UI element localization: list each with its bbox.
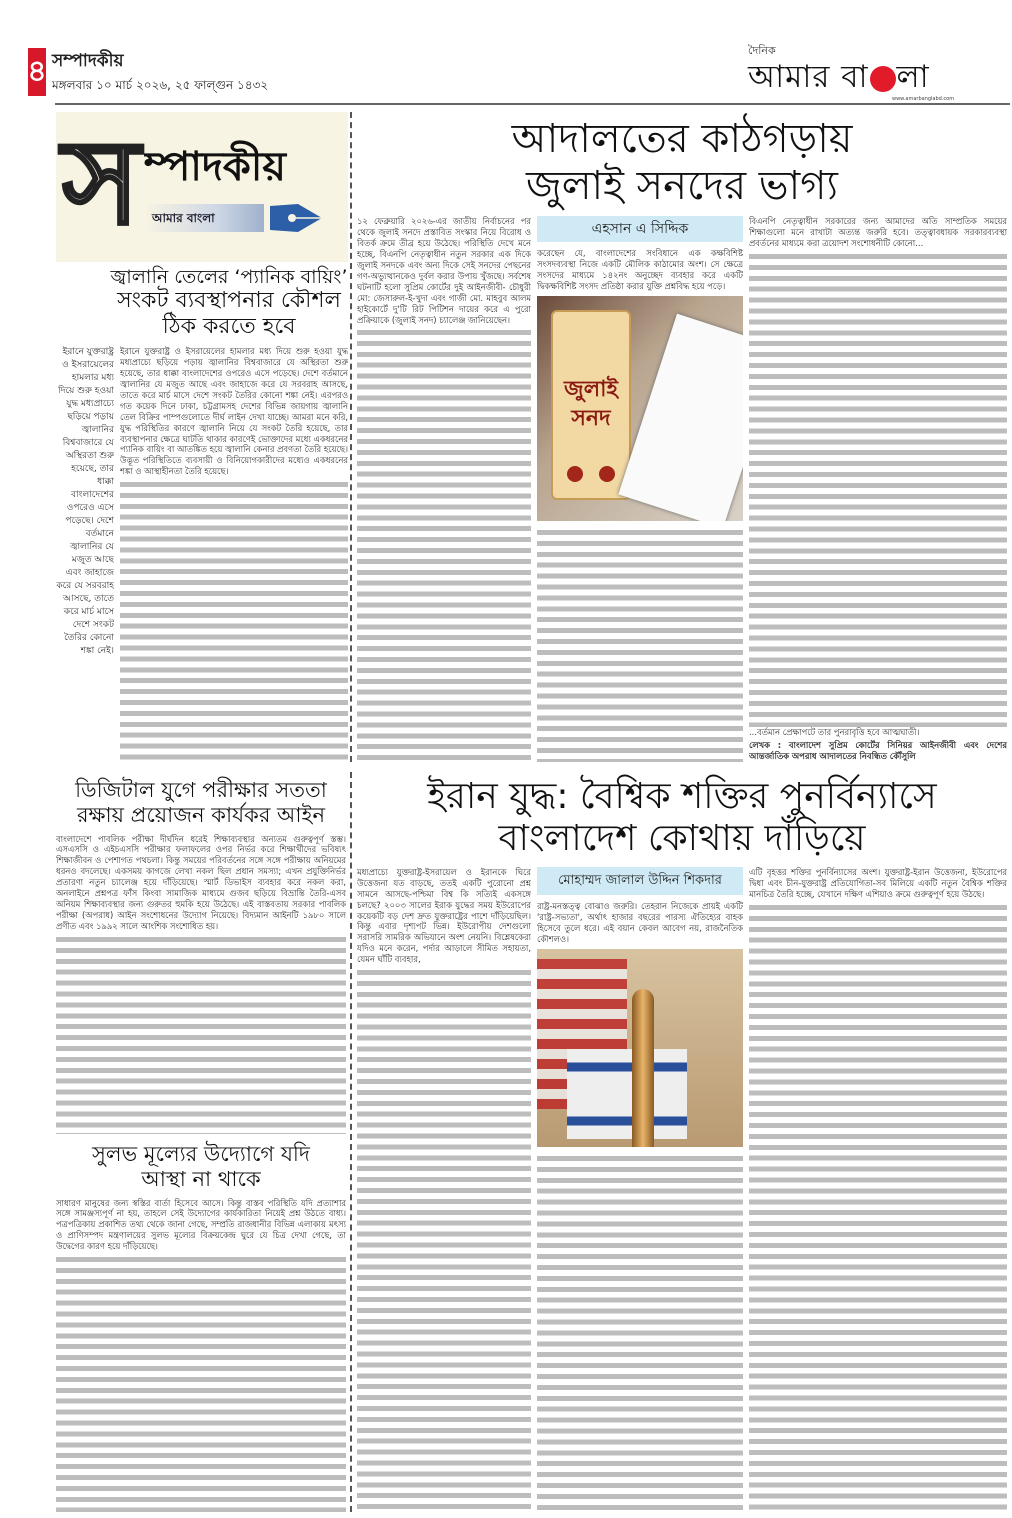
- editorial-body: [120, 346, 348, 760]
- article-headlines: [56, 1138, 346, 1198]
- article-headline-1: সুলভ মূল্যের উদ্যোগে যদি: [92, 1142, 310, 1166]
- iran-war-photo: [537, 949, 743, 1147]
- article-headline-2: আস্থা না থাকে: [141, 1166, 261, 1191]
- article-column: [537, 216, 743, 762]
- article-column-text: বিএনপি নেতৃত্বাধীন সরকারের জন্য আমাদের অতি সাম্প্রতিক সময়ের শিক্ষাগুলো মনে রাখাটা অত্যন্ত জরুরি হবে। তত্ত্বাবধায়ক সরকারব্যবস্থা প্রবর্তনের মাধ্যমে করা ত্রয়োদশ সংশোধনীটি কোনো...: [749, 216, 1007, 249]
- july-charter-photo: [537, 296, 743, 521]
- article-column: [357, 216, 531, 762]
- document-sheet: [618, 314, 743, 521]
- article-headline-1: আদালতের কাঠগড়ায়: [511, 116, 853, 162]
- text-lines: [120, 479, 348, 760]
- article-columns: [357, 867, 1007, 1512]
- iran-article: [357, 772, 1007, 1512]
- text-lines: [749, 902, 1007, 1512]
- article-column-text: এটি বৃহত্তর শক্তির পুনর্বিন্যাসের অংশ। যুক্তরাষ্ট্র-ইরান উত্তেজনা, ইউরোপের দ্বিধা এবং চীন-যুক্তরাষ্ট্র প্রতিযোগিতা-সব মিলিয়ে একটি নতুন বৈশ্বিক শক্তির মানচিত্র তৈরি হচ্ছে, যেখানে দক্ষিণ এশিয়াও ক্রমে গুরুত্বপূর্ণ হয়ে উঠছে।: [749, 866, 1007, 899]
- article-column: [537, 867, 743, 1512]
- date-line: মঙ্গলবার ১০ মার্চ ২০২৬, ২৫ ফাল্গুন ১৪৩২: [52, 78, 269, 92]
- article-column: [357, 867, 531, 1512]
- wax-seal: [599, 466, 615, 482]
- article-columns: [357, 216, 1007, 762]
- masthead-big-letter: স: [62, 113, 140, 251]
- article-column-end: ...বর্তমান প্রেক্ষাপটে তার পুনরাবৃত্তি হবে আত্মঘাতী।: [749, 727, 920, 738]
- header-rule: [55, 103, 1010, 105]
- author-byline: এহসান এ সিদ্দিক: [537, 216, 743, 242]
- article-headlines: [357, 772, 1007, 867]
- exam-article: [56, 774, 346, 1134]
- column-divider: [350, 112, 352, 762]
- editorial-body-text: ইরানে যুক্তরাষ্ট্র ও ইসরায়েলের হামলার মধ্য দিয়ে শুরু হওয়া যুদ্ধ মধ্যপ্রাচ্যে ছড়িয়ে পড়ায় জ্বালানির বিশ্ববাজারে যে অস্থিরতা শুরু হয়েছে, তার ধাক্কা বাংলাদেশের ওপরেও এসে পড়েছে। দেশে বর্তমানে জ্বালানির যে মজুত আছে এবং জাহাজে করে যে সরবরাহ আসছে, তাতে করে মার্চ মাসে দেশে সংকট তৈরির কোনো শঙ্কা নেই। এরপরও গত কয়েক দিনে ঢাকা, চট্টগ্রামসহ দেশের বিভিন্ন জায়গায় জ্বালানি তেল বিক্রির পাম্পগুলোতে দীর্ঘ লাইন দেখা যাচ্ছে। আমরা মনে করি, যুদ্ধ পরিস্থিতির কারণে জ্বালানি নিয়ে যে সংকট তৈরি হয়েছে, তার ব্যবস্থাপনার ক্ষেত্রে ঘাটতি থাকার কারণেই ভোক্তাদের মধ্যে একধরনের প্যানিক বায়িং বা আতঙ্কিত হয়ে জ্বালানি কেনার প্রবণতা তৈরি হয়েছে। উদ্ভূত পরিস্থিতিতে ব্যবসায়ী ও বিনিয়োগকারীদের মধ্যেও একধরনের শঙ্কা ও আস্থাহীনতা তৈরি হয়েছে।: [120, 346, 348, 477]
- text-lines: [537, 1153, 743, 1512]
- article-headline-1: ডিজিটাল যুগে পরীক্ষার সততা: [75, 778, 327, 802]
- article-column: [749, 867, 1007, 1512]
- article-headlines: [56, 774, 346, 834]
- israel-flag: [567, 1049, 687, 1139]
- author-byline: মোহাম্মদ জালাল উদ্দিন শিকদার: [537, 867, 743, 895]
- text-lines: [749, 251, 1007, 727]
- article-headline-2: বাংলাদেশ কোথায় দাঁড়িয়ে: [498, 818, 866, 860]
- section-title: সম্পাদকীয়: [52, 51, 124, 71]
- july-charter-article: [357, 112, 1007, 762]
- masthead-logo: আমার বাংলা: [144, 204, 264, 232]
- masthead-word: ম্পাদকীয়: [143, 144, 286, 190]
- article-body: [56, 834, 346, 1134]
- logo-text-2: লা: [896, 59, 930, 95]
- editorial-headline: সংকট ব্যবস্থাপনার কৌশল ঠিক করতে হবে: [117, 288, 341, 340]
- author-note: লেখক : বাংলাদেশ সুপ্রিম কোর্টের সিনিয়র আইনজীবী এবং দেশের আন্তর্জাতিক অপরাধ আদালতের নিবন্ধিত কৌঁসুলি: [749, 740, 1007, 762]
- logo-red-circle: [870, 66, 896, 92]
- article-column: [749, 216, 1007, 762]
- masthead-right: [140, 112, 324, 236]
- newspaper-logo[interactable]: [748, 60, 930, 94]
- article-column-text: রাষ্ট্র-মনস্তত্ত্ব বোঝাও জরুরি। তেহরান নিজেকে প্রায়ই একটি 'রাষ্ট্র-সভ্যতা', অর্থাৎ হাজার বছরের পারস্য ঐতিহ্যের বাহক হিসেবে তুলে ধরে। এই বয়ান কেবল আবেগ নয়, রাজনৈতিক কৌশলও।: [537, 900, 743, 944]
- article-body-text: সাধারণ মানুষের জন্য স্বস্তির বার্তা হিসেবে আসে। কিন্তু বাস্তব পরিস্থিতি যদি প্রত্যাশার সঙ্গে সামঞ্জস্যপূর্ণ না হয়, তাহলে সেই উদ্যোগের কার্যকারিতা নিয়েই প্রশ্ন উঠতে বাধ্য। পত্রপত্রিকায় প্রকাশিত তথ্য থেকে জানা গেছে, সম্প্রতি রাজধানীর বিভিন্ন এলাকায় মৎস্য ও প্রাণিসম্পদ মন্ত্রণালয়ের সুলভ মূল্যের বিক্রয়কেন্দ্র ঘুরে যে চিত্র দেখা গেছে, তা উদ্বেগের কারণ হয়ে দাঁড়িয়েছে।: [56, 1197, 346, 1252]
- article-column-text: করেছেন যে, বাংলাদেশের সংবিধানে এক কক্ষবিশিষ্ট সংসদব্যবস্থা নিজে একটি মৌলিক কাঠামোর অংশ। সে ক্ষেত্রে সংসদের মাধ্যমে ১৪২নং অনুচ্ছেদ ব্যবহার করে একটি দ্বিকক্ষবিশিষ্ট সংসদ প্রতিষ্ঠা করার যুক্তি প্রশ্নবিদ্ধ হয়ে পড়ে।: [537, 248, 743, 292]
- wax-seal: [567, 466, 583, 482]
- article-column-text: মধ্যপ্রাচ্যে যুক্তরাষ্ট্র-ইসরায়েল ও ইরানকে ঘিরে উত্তেজনা যত বাড়ছে, ততই একটি পুরোনো প্রশ্ন সামনে আসছে-পশ্চিমা বিশ্ব কি সত্যিই একসঙ্গে চলছে? ২০০৩ সালের ইরাক যুদ্ধের সময় ইউরোপের কয়েকটি বড় দেশ দ্রুত যুক্তরাষ্ট্রের পাশে দাঁড়িয়েছিল। কিন্তু এবার দৃশ্যপট ভিন্ন। ইউরোপীয় দেশগুলো সরাসরি সামরিক অভিযানে অংশ নেয়নি। বিশ্লেষকেরা যদিও মনে করেন, পর্দার আড়ালে সীমিত সহায়তা, যেমন ঘাঁটি ব্যবহার,: [357, 866, 531, 965]
- text-lines: [537, 527, 743, 762]
- article-headline-2: জুলাই সনদের ভাগ্য: [525, 163, 839, 210]
- text-lines: [56, 934, 346, 1134]
- column-divider: [350, 772, 352, 1512]
- editorial-headline-kicker: জ্বালানি তেলের ‘প্যানিক বায়িং’: [110, 266, 348, 288]
- editorial-headlines: [56, 262, 348, 346]
- article-column-text: ১২ ফেব্রুয়ারি ২০২৬-এর জাতীয় নির্বাচনের পর থেকে জুলাই সনদে প্রস্তাবিত সংস্কার নিয়ে বিরোধ ও বিতর্ক ক্রমে তীব্র হয়ে উঠেছে। পরিস্থিতি দেখে মনে হচ্ছে, বিএনপি নেতৃত্বাধীন নতুন সরকার এক দিকে জুলাই সনদকে এবং অন্য দিকে সেই সনদের পেছনের গণ-অভ্যুত্থানকেও দুর্বল করার উপায় খুঁজছে। সর্বশেষ ঘটনাটি হলো সুপ্রিম কোর্টের দুই আইনজীবী- চৌধুরী মো: জেসারুল-ই-খুদা এবং গাজী মো. মাহবুব আলম হাইকোর্টে দু'টি রিট পিটিশন দায়ের করে এ পুরো প্রক্রিয়াকে (জুলাই সনদ) চ্যালেঞ্জ জানিয়েছেন।: [357, 216, 531, 325]
- logo-prefix: দৈনিক: [748, 44, 776, 57]
- page-number: ৪: [28, 48, 46, 96]
- text-lines: [357, 327, 531, 762]
- pen-nib-icon: [268, 200, 324, 236]
- charter-scroll: জুলাই সনদ: [551, 310, 631, 500]
- text-lines: [56, 1254, 346, 1512]
- bullet: [632, 989, 654, 1147]
- market-article: [56, 1138, 346, 1512]
- text-lines: [357, 967, 531, 1512]
- editorial-pull-quote: ইরানে যুক্তরাষ্ট্র ও ইসরায়েলের হামলার মধ্য দিয়ে শুরু হওয়া যুদ্ধ মধ্যপ্রাচ্যে ছড়িয়ে পড়ায় জ্বালানির বিশ্ববাজারে যে অস্থিরতা শুরু হয়েছে, তার ধাক্কা বাংলাদেশের ওপরেও এসে পড়েছে। দেশে বর্তমানে জ্বালানির যে মজুত আছে এবং জাহাজে করে যে সরবরাহ আসছে, তাতে করে মার্চ মাসে দেশে সংকট তৈরির কোনো শঙ্কা নেই।: [56, 347, 114, 657]
- article-headline-1: ইরান যুদ্ধ: বৈশ্বিক শক্তির পুনর্বিন্যাসে: [427, 776, 937, 817]
- masthead-logo-row: [144, 200, 324, 236]
- article-body: [56, 1198, 346, 1512]
- website-url: www.amarbanglabd.com: [892, 96, 955, 102]
- article-body-text: বাংলাদেশে পাবলিক পরীক্ষা দীর্ঘদিন ধরেই শিক্ষাব্যবস্থার অন্যতম গুরুত্বপূর্ণ স্তম্ভ। এসএসসি ও এইচএসসি পরীক্ষার ফলাফলের ওপর নির্ভর করে শিক্ষার্থীদের ভবিষ্যৎ শিক্ষাজীবন ও পেশাগত পথচলা। কিন্তু সময়ের পরিবর্তনের সঙ্গে সঙ্গে পরীক্ষায় অনিয়মের ধরনও বদলেছে। একসময় কাগজে লেখা নকল ছিল প্রধান সমস্যা; এখন প্রযুক্তিনির্ভর প্রতারণা নতুন চ্যালেঞ্জ হয়ে দাঁড়িয়েছে। স্মার্ট ডিভাইস ব্যবহার করে নকল করা, অনলাইনে প্রশ্নপত্র ফাঁস কিংবা সামাজিক মাধ্যমে গুজব ছড়িয়ে বিভ্রান্তি তৈরি-এসব অনিয়ম শিক্ষাব্যবস্থার জন্য গুরুতর হুমকি হয়ে উঠেছে। এই বাস্তবতায় সরকার পাবলিক পরীক্ষা (অপরাধ) আইন সংশোধনের উদ্যোগ নিয়েছে। বিদ্যমান আইনটি ১৯৮০ সালে প্রণীত এবং ১৯৯২ সালে আংশিক সংশোধিত হয়।: [56, 833, 346, 931]
- logo-text-1: আমার বা: [748, 59, 869, 95]
- editorial-columns: [56, 346, 348, 760]
- editorial-article: [56, 112, 348, 760]
- article-headline-2: রক্ষায় প্রয়োজন কার্যকর আইন: [76, 802, 326, 827]
- editorial-masthead: [56, 112, 348, 262]
- article-headlines: [357, 112, 1007, 216]
